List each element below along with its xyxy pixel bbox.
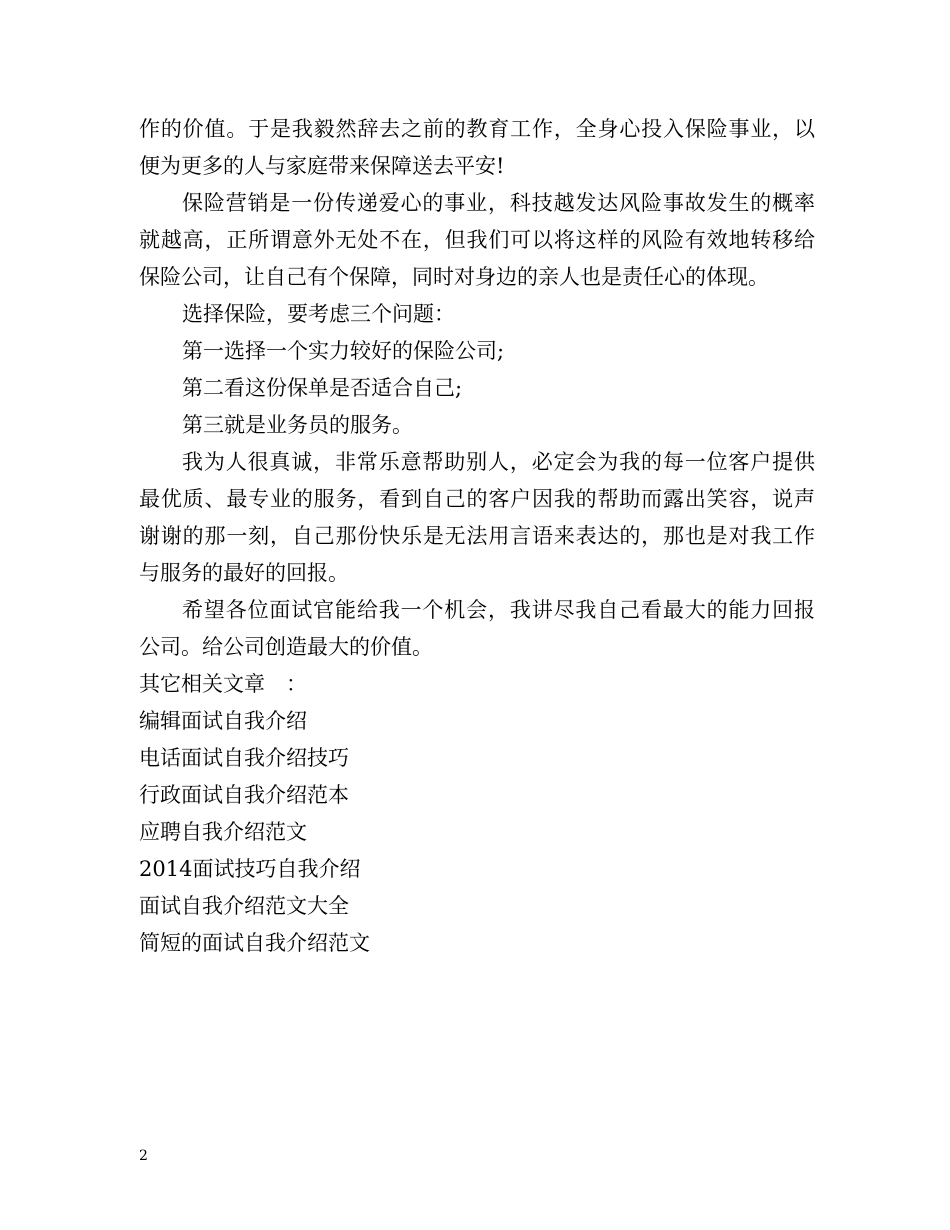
related-article-link[interactable]: 行政面试自我介绍范本	[139, 783, 349, 807]
text-line: 选择保险，要考虑三个问题：	[182, 302, 455, 326]
related-article-link[interactable]: 编辑面试自我介绍	[139, 709, 307, 733]
page-number: 2	[139, 1148, 148, 1164]
related-article-link[interactable]: 应聘自我介绍范文	[139, 820, 307, 844]
text-line: 作的价值。于是我毅然辞去之前的教育工作，全身心投入保险事业，以	[139, 117, 815, 141]
paragraph	[139, 333, 815, 370]
paragraph	[139, 111, 815, 185]
text-line: 第二看这份保单是否适合自己;	[182, 376, 463, 400]
text-line: 就越高，正所谓意外无处不在，但我们可以将这样的风险有效地转移给	[139, 228, 815, 252]
text-line: 谢谢的那一刻，自己那份快乐是无法用言语来表达的，那也是对我工作	[139, 524, 815, 548]
related-article-link[interactable]: 简短的面试自我介绍范文	[139, 931, 370, 955]
related-articles-heading: 其它相关文章 ：	[139, 672, 307, 696]
related-articles	[139, 666, 815, 962]
text-line: 与服务的最好的回报。	[139, 561, 349, 585]
text-line: 第一选择一个实力较好的保险公司;	[182, 339, 505, 363]
document-body	[139, 111, 815, 962]
paragraph	[139, 296, 815, 333]
related-article-link[interactable]: 面试自我介绍范文大全	[139, 894, 349, 918]
text-line: 保险营销是一份传递爱心的事业，科技越发达风险事故发生的概率	[182, 191, 815, 215]
paragraph	[139, 370, 815, 407]
text-line: 便为更多的人与家庭带来保障送去平安!	[139, 154, 505, 178]
text-line: 保险公司，让自己有个保障，同时对身边的亲人也是责任心的体现。	[139, 265, 769, 289]
related-article-link[interactable]: 2014面试技巧自我介绍	[139, 857, 361, 881]
text-line: 公司。给公司创造最大的价值。	[139, 635, 433, 659]
paragraph	[139, 444, 815, 592]
paragraph	[139, 185, 815, 296]
text-line: 最优质、最专业的服务，看到自己的客户因我的帮助而露出笑容，说声	[139, 487, 815, 511]
text-line: 第三就是业务员的服务。	[182, 413, 413, 437]
text-line: 我为人很真诚，非常乐意帮助别人，必定会为我的每一位客户提供	[182, 450, 815, 474]
paragraph	[139, 407, 815, 444]
text-line: 希望各位面试官能给我一个机会，我讲尽我自己看最大的能力回报	[182, 598, 815, 622]
related-article-link[interactable]: 电话面试自我介绍技巧	[139, 746, 349, 770]
paragraph	[139, 592, 815, 666]
